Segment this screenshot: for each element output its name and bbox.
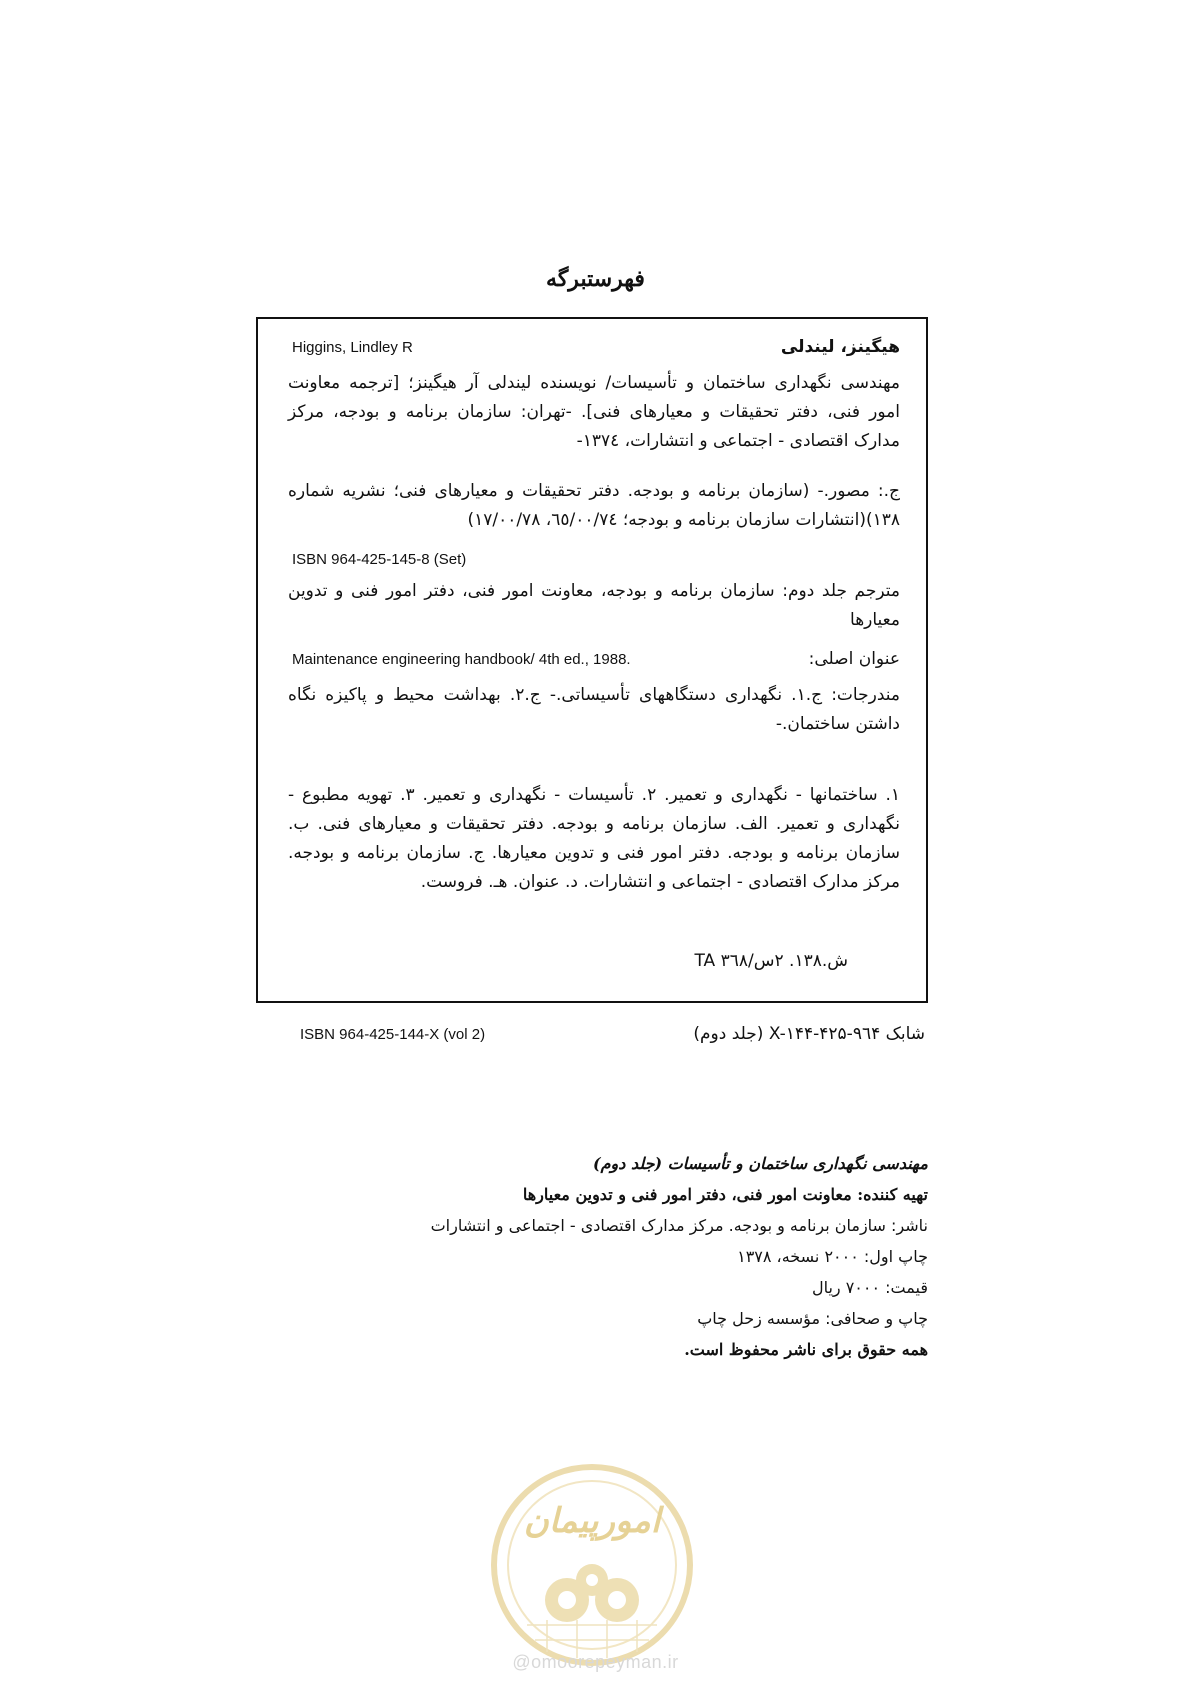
isbn-volume-english: ISBN 964-425-144-X (vol 2) xyxy=(300,1026,486,1043)
printer: چاپ و صحافی: مؤسسه زحل چاپ xyxy=(697,1309,928,1328)
watermark-url: @omoorepeyman.ir xyxy=(512,1652,679,1672)
original-title-value: Maintenance engineering handbook/ 4th ed., 1988. xyxy=(292,651,631,668)
isbn-volume-persian: شابک X-۱۴۴-۴۲۵-۹٦۴ (جلد دوم) xyxy=(693,1024,925,1044)
isbn-volume-row xyxy=(280,1024,925,1050)
prepared-by: تهیه کننده: معاونت امور فنی، دفتر امور فنی و تدوین معیارها xyxy=(522,1185,928,1204)
original-title-label: عنوان اصلی: xyxy=(808,649,900,669)
imprint-block xyxy=(328,1148,928,1365)
author-name-english: Higgins, Lindley R xyxy=(292,339,413,356)
series-note: ج.: مصور.- (سازمان برنامه و بودجه. دفتر تحقیقات و معیارهای فنی؛ نشریه شماره ۱۳۸)(انتشارات سازمان برنامه و بودجه؛ ٦٥/٠٠/٧٤، ١٧/٠٠/٧٨) xyxy=(288,481,900,530)
price: قیمت: ۷۰۰۰ ریال xyxy=(811,1278,928,1297)
watermark-logo xyxy=(487,1460,697,1670)
page-heading: فهرستبرگه xyxy=(546,266,645,292)
contents-note: مندرجات: ج.۱. نگهداری دستگاههای تأسیساتی.- ج.۲. بهداشت محیط و پاکیزه نگاه داشتن ساختمان.- xyxy=(288,685,900,734)
publisher: ناشر: سازمان برنامه و بودجه. مرکز مدارک اقتصادی - اجتماعی و انتشارات xyxy=(430,1216,928,1235)
subject-headings: ۱. ساختمانها - نگهداری و تعمیر. ۲. تأسیسات - نگهداری و تعمیر. ۳. تهویه مطبوع - نگهداری و تعمیر. الف. سازمان برنامه و بودجه. دفتر تحقیقات و معیارهای فنی. ب. سازمان برنامه و بودجه. دفتر امور فنی و تدوین معیارها. ج. سازمان برنامه و بودجه. مرکز مدارک اقتصادی - اجتماعی و انتشارات. د. عنوان. هـ. فروست. xyxy=(288,785,900,892)
translator-note: مترجم جلد دوم: سازمان برنامه و بودجه، معاونت امور فنی، دفتر امور فنی و تدوین معیارها xyxy=(288,581,900,630)
classification-number: ش.۱۳۸. ۲س/۳٦۸ TA xyxy=(694,951,848,971)
catalog-card xyxy=(256,317,928,1003)
isbn-set: ISBN 964-425-145-8 (Set) xyxy=(292,551,467,568)
book-title: مهندسی نگهداری ساختمان و تأسیسات (جلد دوم) xyxy=(593,1154,928,1173)
author-name-persian: هیگینز، لیندلی xyxy=(780,337,900,357)
edition: چاپ اول: ۲۰۰۰ نسخه، ۱۳۷۸ xyxy=(737,1247,928,1266)
rights-statement: همه حقوق برای ناشر محفوظ است. xyxy=(684,1340,928,1359)
title-statement: مهندسی نگهداری ساختمان و تأسیسات/ نویسنده لیندلی آر هیگینز؛ [ترجمه معاونت امور فنی، دفتر تحقیقات و معیارهای فنی]. -تهران: سازمان برنامه و بودجه، مرکز مدارک اقتصادی - اجتماعی و انتشارات، ۱۳۷٤- xyxy=(288,373,900,451)
watermark-logo-text: امورپیمان xyxy=(523,1501,661,1541)
